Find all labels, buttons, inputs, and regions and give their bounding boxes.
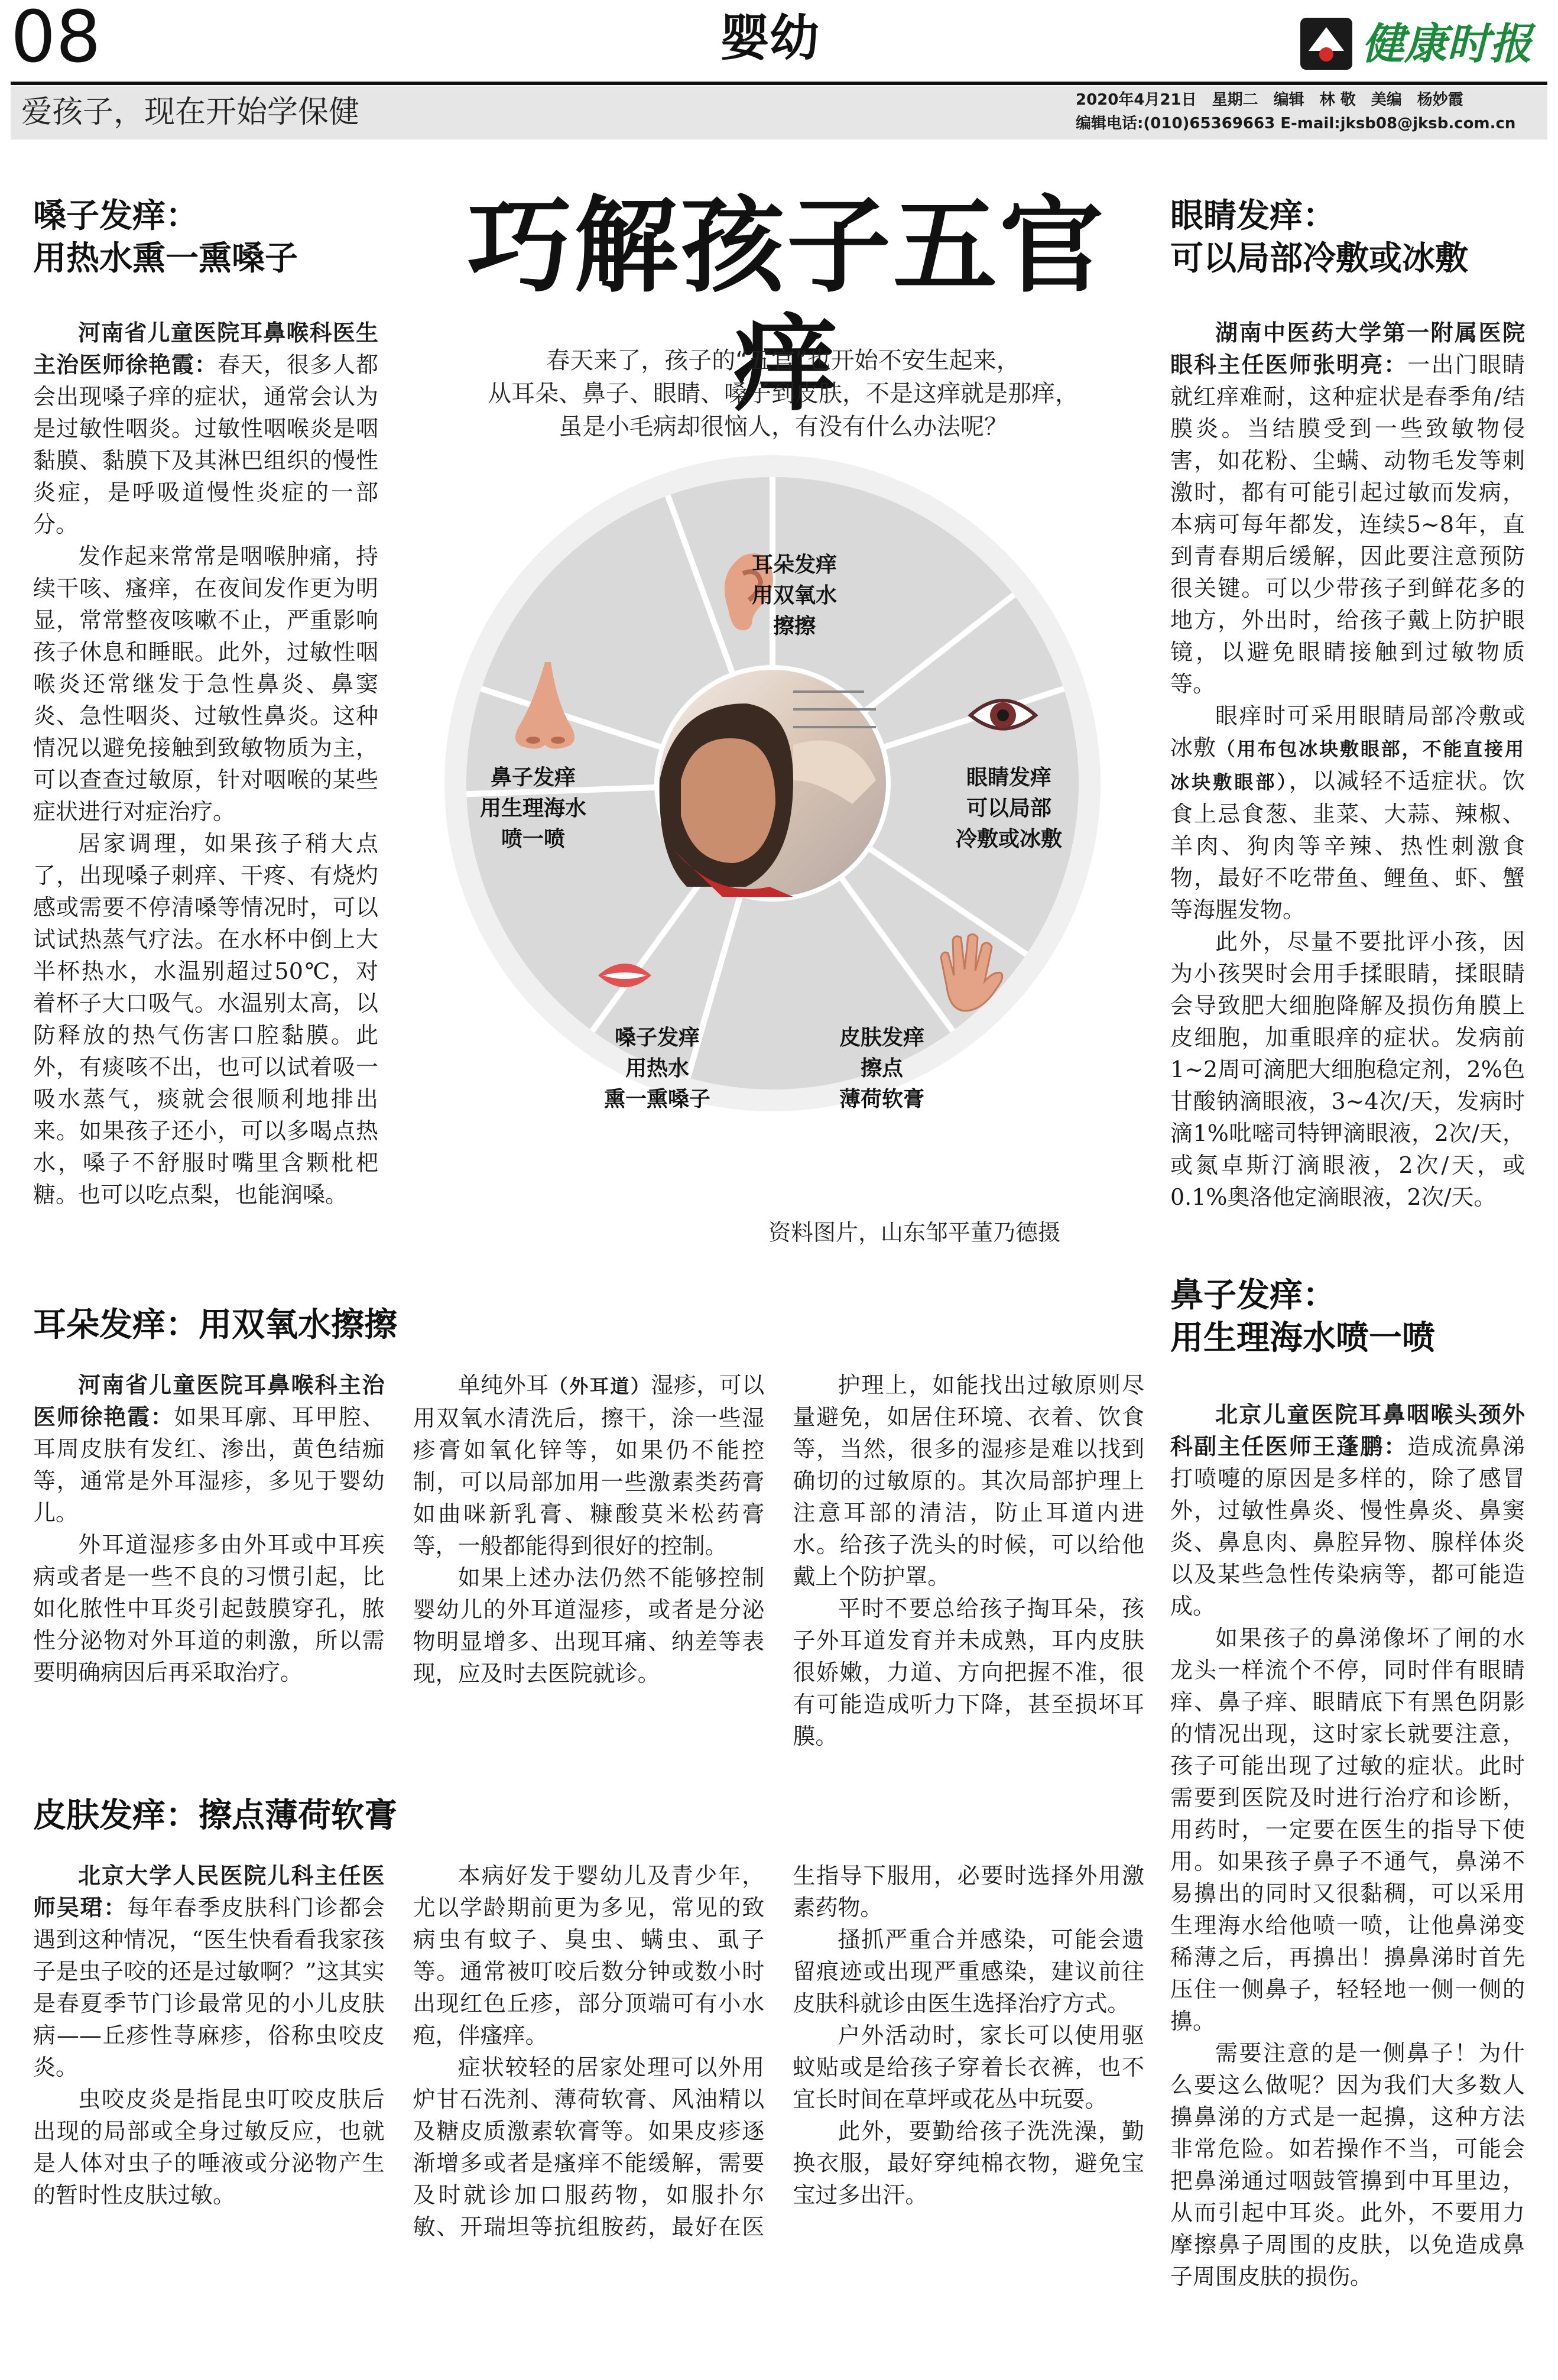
header-contact: 编辑电话:(010)65369663 E-mail:jksb08@jksb.com.cn xyxy=(1076,115,1516,132)
header-dateline: 2020年4月21日 星期二 编辑 林 敬 美编 杨妙霞 xyxy=(1076,91,1463,109)
wheel-label-line: 喷一喷 xyxy=(501,827,565,851)
header-slogan: 爱孩子，现在开始学保健 xyxy=(21,95,360,130)
logo-emblem-icon xyxy=(1298,15,1355,72)
skin-p4: 症状较轻的居家处理可以外用炉甘石洗剂、薄荷软膏、风油精以及糖皮质激素软膏等。如果皮疹逐渐增多或者是瘙痒不能缓解，需要及时就诊加口服药物，如服扑尔敏、开瑞坦等抗组胺药，最好在医生指导下服用，必要时选择外用激素药物。 xyxy=(413,1863,1144,2240)
throat-title-line2: 用热水熏一熏嗓子 xyxy=(33,239,298,278)
eye-p2-note: （用布包冰块敷眼部，不能直接用冰块敷眼部） xyxy=(1170,738,1525,793)
wheel-label-nose xyxy=(462,763,604,855)
ear-p6: 平时不要总给孩子掏耳朵，孩子外耳道发育并未成熟，耳内皮肤很娇嫩，力道、方向把握不准，很有可能造成听力下降，甚至损坏耳膜。 xyxy=(793,1596,1144,1749)
wheel-label-line: 可以局部 xyxy=(966,796,1051,821)
eye-p2a: 眼痒时可采用眼睛局部冷敷或冰敷 xyxy=(1170,703,1525,761)
skin-author: 北京大学人民医院儿科主任医师吴珺： xyxy=(33,1862,385,1921)
intro-line: 春天来了，孩子的“五官”也开始不安生起来， xyxy=(546,347,1020,374)
nose-title xyxy=(1170,1275,1537,1360)
page-number: 08 xyxy=(11,0,101,79)
wheel-graphic xyxy=(439,449,1106,1117)
wheel-label-line: 皮肤发痒 xyxy=(839,1026,924,1050)
ear-p5: 护理上，如能找出过敏原则尽量避免，如居住环境、衣着、饮食等，当然，很多的湿疹是难以找到确切的过敏原的。其次局部护理上注意耳部的清洁，防止耳道内进水。给孩子洗头的时候，可以给他戴上个防护罩。 xyxy=(793,1372,1144,1590)
wheel-label-line: 擦擦 xyxy=(772,614,816,638)
photo-credit: 资料图片，山东邹平董乃德摄 xyxy=(768,1220,1061,1246)
section-title: 婴幼 xyxy=(720,8,820,67)
nose-title-line1: 鼻子发痒： xyxy=(1170,1276,1336,1315)
skin-p2: 虫咬皮炎是指昆虫叮咬皮肤后出现的局部或全身过敏反应，也就是人体对虫子的唾液或分泌物产生的暂时性皮肤过敏。 xyxy=(33,2086,385,2208)
eye-article xyxy=(1170,317,1525,1213)
eye-p1: 一出门眼睛就红痒难耐，这种症状是春季角/结膜炎。当结膜受到一些致敏物侵害，如花粉、尘螨、动物毛发等刺激时，都有可能引起过敏而发病，本病可每年都发，连续5~8年，直到青春期后缓解，因此要注意预防很关键。可以少带孩子到鲜花多的地方，外出时，给孩子戴上防护眼镜，以避免眼睛接触到过敏物质等。 xyxy=(1170,352,1525,697)
ear-p3b: 湿疹，可以用双氧水清洗后，擦干，涂一些湿疹膏如氧化锌等，如果仍不能控制，可以局部加用一些激素类药膏如曲咪新乳膏、糠酸莫米松药膏等，一般都能得到很好的控制。 xyxy=(413,1372,765,1559)
nose-p2: 如果孩子的鼻涕像坏了闸的水龙头一样流个不停，同时伴有眼睛痒、鼻子痒、眼睛底下有黑色阴影的情况出现，这时家长就要注意，孩子可能出现了过敏的症状。此时需要到医院及时进行治疗和诊断，用药时，一定要在医生的指导下使用。如果孩子鼻子不通气，鼻涕不易擤出的同时又很黏稠，可以采用生理海水给他喷一喷，让他鼻涕变稀薄之后，再擤出！擤鼻涕时首先压住一侧鼻子，轻轻地一侧一侧的擤。 xyxy=(1170,1625,1525,2034)
eye-title-line1: 眼睛发痒： xyxy=(1170,197,1336,235)
throat-title-line1: 嗓子发痒： xyxy=(33,197,199,235)
intro-line: 从耳朵、鼻子、眼睛、嗓子到皮肤，不是这痒就是那痒， xyxy=(488,380,1079,407)
wheel-label-line: 薄荷软膏 xyxy=(839,1087,924,1111)
wheel-label-eye xyxy=(941,763,1077,855)
skin-p7: 此外，要勤给孩子洗洗澡，勤换衣服，最好穿纯棉衣物，避免宝宝过多出汗。 xyxy=(793,2118,1144,2208)
ear-article xyxy=(33,1369,1144,1753)
skin-p3: 本病好发于婴幼儿及青少年，尤以学龄期前更为多见，常见的致病虫有蚊子、臭虫、螨虫、虱子等。通常被叮咬后数分钟或数小时出现红色丘疹，部分顶端可有小水疱，伴瘙痒。 xyxy=(413,1863,765,2048)
ear-p3a: 单纯外耳 xyxy=(457,1372,549,1398)
ear-p4: 如果上述办法仍然不能够控制婴幼儿的外耳道湿疹，或者是分泌物明显增多、出现耳痛、纳差等表现，应及时去医院就诊。 xyxy=(413,1565,765,1687)
throat-article xyxy=(33,317,378,1211)
eye-title-line2: 可以局部冷敷或冰敷 xyxy=(1170,239,1468,278)
ear-p1: 如果耳廓、耳甲腔、耳周皮肤有发红、渗出，黄色结痂等，通常是外耳湿疹，多见于婴幼儿。 xyxy=(33,1404,385,1526)
wheel-label-line: 眼睛发痒 xyxy=(966,766,1051,790)
intro xyxy=(420,344,1147,443)
nose-p3: 需要注意的是一侧鼻子！为什么要这么做呢？因为我们大多数人擤鼻涕的方式是一起擤，这种方法非常危险。如若操作不当，可能会把鼻涕通过咽鼓管擤到中耳里边，从而引起中耳炎。此外，不要用力摩擦鼻子周围的皮肤，以免造成鼻子周围皮肤的损伤。 xyxy=(1170,2040,1525,2290)
header-rule xyxy=(11,82,1547,85)
wheel-label-ear xyxy=(735,550,853,642)
nose-article xyxy=(1170,1399,1525,2293)
skin-article xyxy=(33,1860,1144,2274)
skin-title: 皮肤发痒：擦点薄荷软膏 xyxy=(33,1797,397,1835)
nose-p1: 造成流鼻涕打喷嚏的原因是多样的，除了感冒外，过敏性鼻炎、慢性鼻炎、鼻窦炎、鼻息肉、鼻腔异物、腺样体炎以及某些急性传染病等，都可能造成。 xyxy=(1170,1434,1525,1619)
wheel-label-line: 用热水 xyxy=(625,1056,689,1081)
wheel-label-line: 嗓子发痒 xyxy=(614,1026,700,1050)
wheel-label-line: 用生理海水 xyxy=(479,796,586,821)
nose-author: 北京儿童医院耳鼻咽喉头颈外科副主任医师王蓬鹏： xyxy=(1170,1401,1525,1460)
wheel-label-line: 熏一熏嗓子 xyxy=(603,1087,710,1111)
wheel-label-throat xyxy=(586,1023,728,1115)
wheel-label-line: 擦点 xyxy=(860,1056,903,1081)
eye-p2b: ，以减轻不适症状。饮食上忌食葱、韭菜、大蒜、辣椒、羊肉、狗肉等辛辣、热性刺激食物，最好不吃带鱼、鲤鱼、虾、蟹等海腥发物。 xyxy=(1170,768,1525,923)
eye-author: 湖南中医药大学第一附属医院眼科主任医师张明亮： xyxy=(1170,319,1525,378)
ear-p2: 外耳道湿疹多由外耳或中耳疾病或者是一些不良的习惯引起，比如化脓性中耳炎引起鼓膜穿孔，脓性分泌物对外耳道的刺激，所以需要明确病因后再采取治疗。 xyxy=(33,1532,385,1685)
throat-p2: 发作起来常常是咽喉肿痛，持续干咳、瘙痒，在夜间发作更为明显，常常整夜咳嗽不止，严重影响孩子休息和睡眠。此外，过敏性咽喉炎还常继发于急性鼻炎、鼻窦炎、急性咽炎、过敏性鼻炎。这种情况以避免接触到致敏物质为主，可以查查过敏原，针对咽喉的某些症状进行对症治疗。 xyxy=(33,543,378,825)
wheel-label-skin xyxy=(817,1023,947,1115)
ear-author: 河南省儿童医院耳鼻喉科主治医师徐艳霞： xyxy=(33,1371,385,1430)
skin-p5: 搔抓严重合并感染，可能会遗留痕迹或出现严重感染，建议前往皮肤科就诊由医生选择治疗方式。 xyxy=(793,1927,1144,2016)
throat-p3: 居家调理，如果孩子稍大点了，出现嗓子刺痒、干疼、有烧灼感或需要不停清嗓等情况时，可以试试热蒸气疗法。在水杯中倒上大半杯热水，水温别超过50℃，对着杯子大口吸气。水温别太高，以防释放的热气伤害口腔黏膜。此外，有痰咳不出，也可以试着吸一吸水蒸气，痰就会很顺利地排出来。如果孩子还小，可以多喝点热水，嗓子不舒服时嘴里含颗枇杷糖。也可以吃点梨，也能润嗓。 xyxy=(33,831,378,1208)
wheel-label-line: 用双氧水 xyxy=(751,583,837,608)
ear-p3-note: （外耳道） xyxy=(548,1375,651,1397)
eye-p3: 此外，尽量不要批评小孩，因为小孩哭时会用手揉眼睛，揉眼睛会导致肥大细胞降解及损伤角膜上皮细胞，加重眼痒的症状。发病前1~2周可滴肥大细胞稳定剂，2%色甘酸钠滴眼液，3~4次/天，发病时滴1%吡嘧司特钾滴眼液，2次/天，或氮卓斯汀滴眼液，2次/天，或0.1%奥洛他定滴眼液，2次/天。 xyxy=(1170,929,1525,1210)
eye-title xyxy=(1170,195,1537,280)
wheel-label-line: 冷敷或冰敷 xyxy=(955,827,1062,851)
wheel-label-line: 耳朵发痒 xyxy=(751,553,837,577)
headline: 巧解孩子五官痒 xyxy=(467,184,1106,425)
throat-p1: 春天，很多人都会出现嗓子痒的症状，通常会认为是过敏性咽炎。过敏性咽喉炎是咽黏膜、黏膜下及其淋巴组织的慢性炎症，是呼吸道慢性炎症的一部分。 xyxy=(33,352,378,537)
paper-name: 健康时报 xyxy=(1362,19,1533,69)
ear-title: 耳朵发痒：用双氧水擦擦 xyxy=(33,1306,397,1344)
skin-p1: 每年春季皮肤科门诊都会遇到这种情况，“医生快看看我家孩子是虫子咬的还是过敏啊？”这其实是春夏季节门诊最常见的小儿皮肤病——丘疹性荨麻疹，俗称虫咬皮炎。 xyxy=(33,1895,385,2080)
throat-title xyxy=(33,195,388,280)
nose-title-line2: 用生理海水喷一喷 xyxy=(1170,1319,1435,1357)
throat-author: 河南省儿童医院耳鼻喉科医生主治医师徐艳霞： xyxy=(33,319,378,378)
wheel-label-line: 鼻子发痒 xyxy=(490,766,576,790)
intro-line: 虽是小毛病却很恼人，有没有什么办法呢？ xyxy=(559,413,1008,440)
paper-logo xyxy=(1298,15,1546,72)
skin-p6: 户外活动时，家长可以使用驱蚊贴或是给孩子穿着长衣裤，也不宜长时间在草坪或花丛中玩耍。 xyxy=(793,2022,1144,2112)
